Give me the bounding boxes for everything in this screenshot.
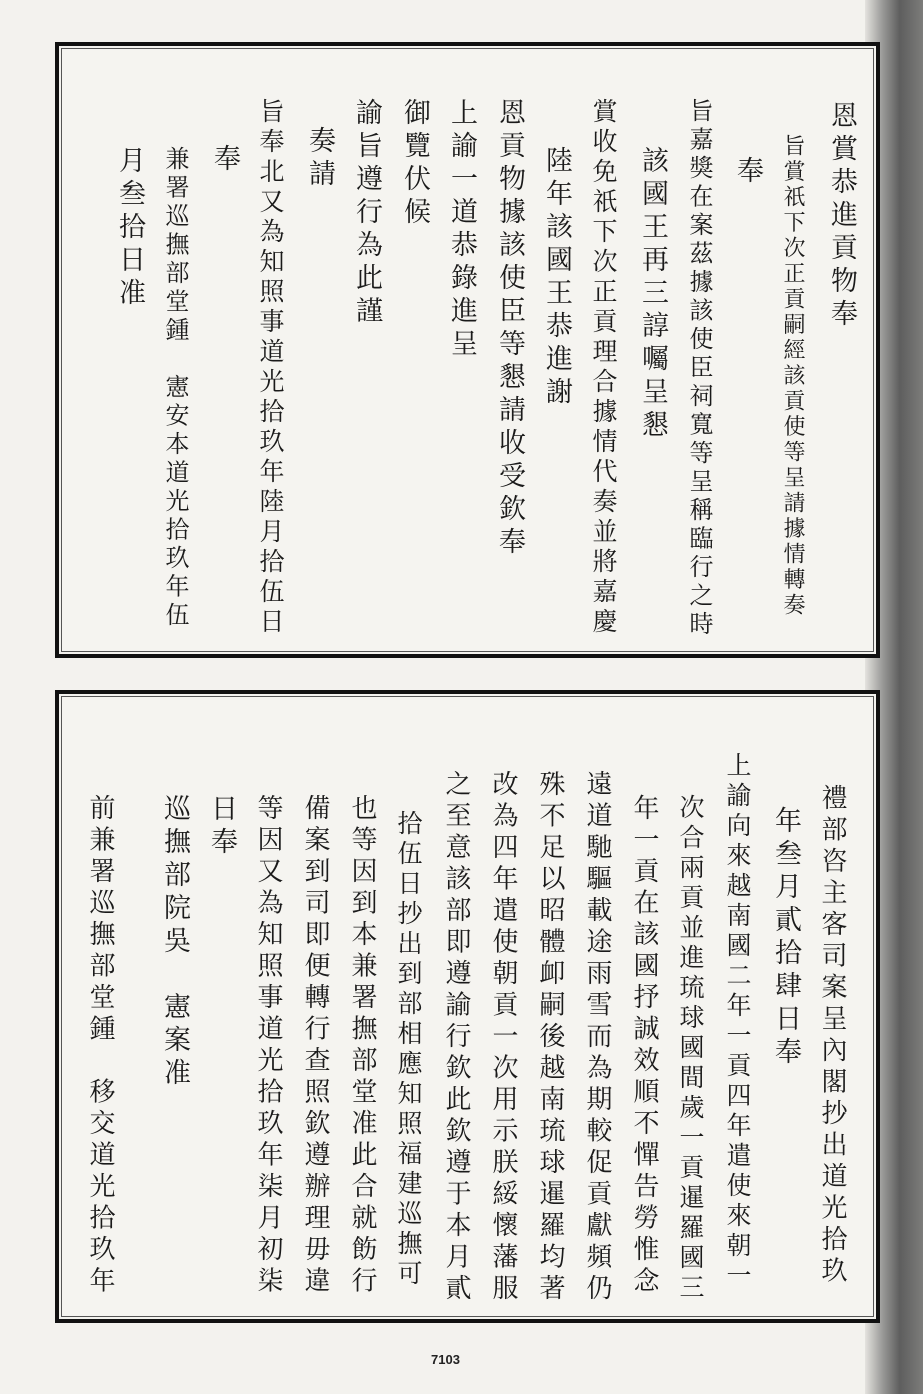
text-column: 兼署巡撫部堂鍾 憲安本道光拾玖年伍	[161, 146, 189, 631]
page-number: 7103	[431, 1352, 460, 1367]
text-column: 月叁拾日准	[114, 146, 145, 311]
text-column: 等因又為知照事道光拾玖年柒月初柒	[253, 794, 283, 1298]
document-panel-bottom	[55, 690, 880, 1323]
text-column: 賞收免祇下次正貢理合據情代奏並將嘉慶	[589, 98, 618, 638]
text-column: 奉	[732, 156, 763, 189]
text-column: 拾伍日抄出到部相應知照福建巡撫可	[394, 810, 423, 1290]
text-column: 旨賞祇下次正貢嗣經該貢使等呈請據情轉奏	[780, 134, 805, 619]
text-column: 上諭向來越南國二年一貢四年遣使來朝一	[723, 752, 752, 1292]
text-column: 巡撫部院吳 憲案准	[159, 794, 190, 1091]
text-column: 該國王再三諄囑呈懇	[637, 146, 668, 443]
text-column: 御覽伏候	[399, 98, 430, 230]
text-column: 日奉	[206, 794, 237, 860]
text-column: 奏請	[304, 126, 335, 192]
text-column: 殊不足以昭體卹嗣後越南琉球暹羅均著	[535, 770, 565, 1306]
text-column: 年一貢在該國抒誠效順不憚告勞惟念	[629, 794, 659, 1298]
text-column: 次合兩貢並進琉球國間歲一貢暹羅國三	[676, 794, 705, 1304]
text-column: 遠道馳驅載途雨雪而為期較促貢獻頻仍	[582, 770, 612, 1306]
text-column: 之至意該部即遵諭行欽此欽遵于本月貳	[441, 770, 471, 1306]
document-panel-top	[55, 42, 880, 658]
text-column: 備案到司即便轉行查照欽遵辦理毋違	[300, 794, 330, 1298]
text-column: 改為四年遣使朝貢一次用示朕綏懷藩服	[488, 770, 518, 1306]
text-column: 恩貢物據該使臣等懇請收受欽奉	[494, 98, 525, 560]
text-column: 禮部咨主客司案呈內閣抄出道光拾玖	[817, 784, 847, 1288]
text-column: 旨奉北又為知照事道光拾玖年陸月拾伍日	[256, 98, 285, 638]
text-column: 上諭一道恭錄進呈	[446, 98, 477, 362]
text-column: 陸年該國王恭進謝	[541, 146, 572, 410]
text-column: 奉	[209, 144, 240, 177]
text-column: 年叁月貳拾肆日奉	[770, 806, 801, 1070]
text-column: 也等因到本兼署撫部堂准此合就飭行	[347, 794, 377, 1298]
text-column: 前兼署巡撫部堂鍾 移交道光拾玖年	[85, 794, 115, 1298]
text-column: 恩賞恭進貢物奉	[826, 101, 857, 332]
text-column: 諭旨遵行為此謹	[351, 98, 382, 329]
text-column: 旨嘉獎在案茲據該使臣祠寬等呈稱臨行之時	[685, 98, 713, 640]
